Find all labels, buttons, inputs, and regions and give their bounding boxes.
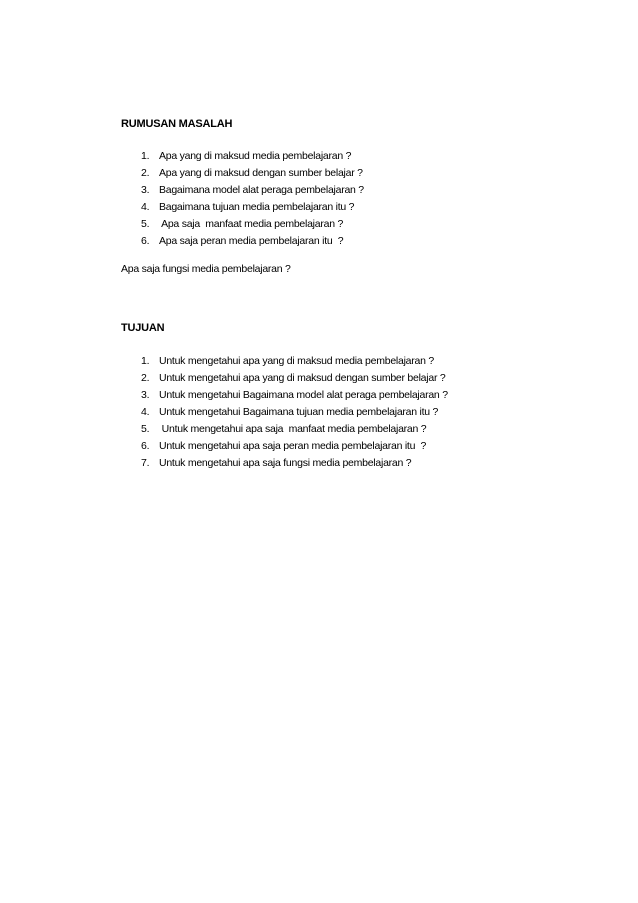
tujuan-list bbox=[121, 353, 581, 472]
list-item-text: Untuk mengetahui apa saja fungsi media pembelajaran ? bbox=[159, 457, 412, 469]
list-item-number: 3. bbox=[141, 184, 150, 196]
list-item-number: 4. bbox=[141, 201, 150, 213]
list-item-text: Bagaimana tujuan media pembelajaran itu ? bbox=[159, 201, 355, 213]
list-item-number: 7. bbox=[141, 457, 150, 469]
list-item-text: Untuk mengetahui apa yang di maksud media pembelajaran ? bbox=[159, 355, 434, 367]
tujuan-heading: TUJUAN bbox=[121, 322, 165, 334]
document-content bbox=[121, 116, 581, 472]
list-item bbox=[121, 148, 581, 165]
list-item-number: 6. bbox=[141, 235, 150, 247]
list-item-text: Untuk mengetahui apa saja manfaat media pembelajaran ? bbox=[159, 423, 427, 435]
list-item-text: Bagaimana model alat peraga pembelajaran ? bbox=[159, 184, 364, 196]
list-item bbox=[121, 421, 581, 438]
list-item-number: 5. bbox=[141, 423, 150, 435]
list-item bbox=[121, 216, 581, 233]
list-item-number: 1. bbox=[141, 355, 150, 367]
list-item bbox=[121, 370, 581, 387]
list-item bbox=[121, 165, 581, 182]
rumusan-masalah-list bbox=[121, 148, 581, 250]
list-item bbox=[121, 353, 581, 370]
list-item-number: 4. bbox=[141, 406, 150, 418]
list-item-number: 5. bbox=[141, 218, 150, 230]
list-item-text: Untuk mengetahui apa saja peran media pembelajaran itu ? bbox=[159, 440, 427, 452]
list-item bbox=[121, 387, 581, 404]
list-item bbox=[121, 455, 581, 472]
list-item-text: Apa saja peran media pembelajaran itu ? bbox=[159, 235, 344, 247]
extra-question-paragraph: Apa saja fungsi media pembelajaran ? bbox=[121, 263, 291, 275]
list-item-text: Untuk mengetahui Bagaimana tujuan media pembelajaran itu ? bbox=[159, 406, 439, 418]
list-item bbox=[121, 233, 581, 250]
list-item bbox=[121, 438, 581, 455]
list-item bbox=[121, 182, 581, 199]
list-item-number: 2. bbox=[141, 167, 150, 179]
list-item bbox=[121, 199, 581, 216]
rumusan-masalah-heading: RUMUSAN MASALAH bbox=[121, 118, 233, 130]
list-item-text: Apa yang di maksud media pembelajaran ? bbox=[159, 150, 352, 162]
list-item-text: Untuk mengetahui Bagaimana model alat peraga pembelajaran ? bbox=[159, 389, 448, 401]
list-item-number: 3. bbox=[141, 389, 150, 401]
list-item-number: 2. bbox=[141, 372, 150, 384]
list-item bbox=[121, 404, 581, 421]
list-item-text: Apa yang di maksud dengan sumber belajar ? bbox=[159, 167, 363, 179]
list-item-text: Apa saja manfaat media pembelajaran ? bbox=[159, 218, 344, 230]
list-item-text: Untuk mengetahui apa yang di maksud dengan sumber belajar ? bbox=[159, 372, 446, 384]
list-item-number: 1. bbox=[141, 150, 150, 162]
list-item-number: 6. bbox=[141, 440, 150, 452]
